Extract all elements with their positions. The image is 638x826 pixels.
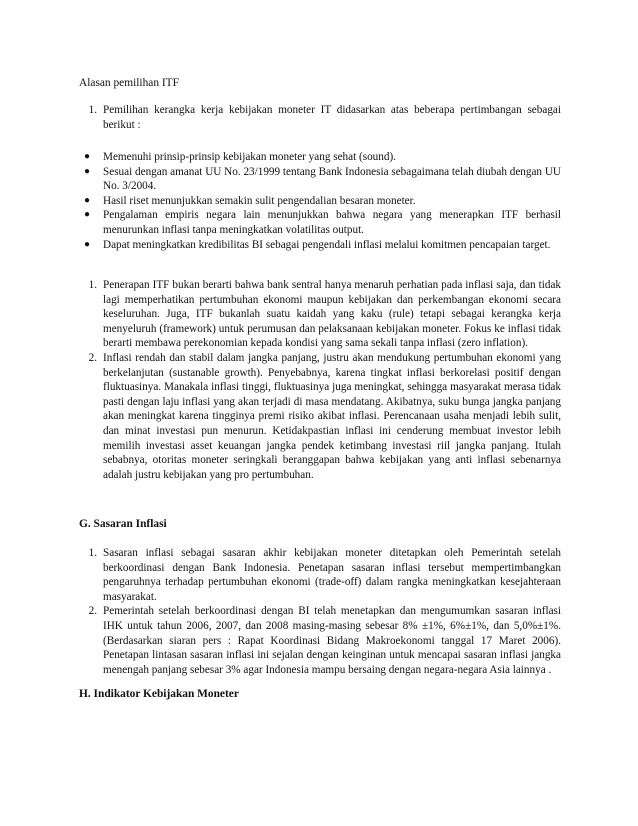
item-number: 1.	[88, 547, 97, 559]
item-number: 2.	[88, 351, 97, 364]
bullet-icon: ●	[83, 194, 91, 206]
list-item	[79, 103, 561, 132]
bullet-item	[79, 150, 561, 165]
bullet-text: Sesuai dengan amanat UU No. 23/1999 tentang Bank Indonesia sebagaimana telah diubah dengan UU No. 3/2004.	[103, 165, 561, 193]
item-number: 1.	[88, 104, 97, 116]
bullet-text: Hasil riset menunjukkan semakin sulit pengendalian besaran moneter.	[103, 194, 416, 207]
bullet-text: Pengalaman empiris negara lain menunjukkan bahwa negara yang menerapkan ITF berhasil menurunkan inflasi tanpa meningkatkan volatilitas output.	[103, 209, 561, 236]
list-item	[79, 351, 561, 482]
item-number: 1.	[88, 279, 97, 291]
item-text: Pemerintah setelah berkoordinasi dengan BI telah menetapkan dan mengumumkan sasaran inflasi IHK untuk tahun 2006, 2007, dan 2008 masing-masing sebesar 8% ±1%, 6%±1%, dan 5,0%±1%. (Berdasarkan siaran pers : Rapat Koordinasi Bidang Makroekonomi tanggal 17 Maret 2006). Penetapan lintasan sasaran inflasi ini sejalan dengan keinginan untuk mencapai sasaran inflasi jangka menengah panjang sebesar 3% agar Indonesia mampu bersaing dengan negara-negara Asia lainnya .	[103, 605, 561, 676]
section-title-alasan: Alasan pemilihan ITF	[79, 77, 179, 89]
item-text: Inflasi rendah dan stabil dalam jangka panjang, justru akan mendukung pertumbuhan ekonomi yang berkelanjutan (sustanable growth). Penyebabnya, karena tingkat inflasi berkorelasi positif dengan fluktuasinya. Manakala inflasi tinggi, fluktuasinya juga meningkat, sehingga masyarakat merasa tidak pasti dengan laju inflasi yang akan terjadi di masa mendatang. Akibatnya, suku bunga jangka panjang akan meningkat karena tingginya premi risiko akibat inflasi. Perencanaan usaha menjadi lebih sulit, dan minat investasi pun menurun. Ketidakpastian inflasi ini cenderung membuat investor lebih memilih investasi asset keuangan jangka pendek ketimbang investasi riil jangka panjang. Itulah sebabnya, otoritas moneter seringkali beranggapan bahwa kebijakan yang anti inflasi sebenarnya adalah justru kebijakan yang pro pertumbuhan.	[103, 351, 561, 481]
bullet-icon: ●	[83, 151, 91, 162]
list-item	[79, 546, 561, 604]
sasaran-list	[79, 546, 561, 677]
bullet-text: Dapat meningkatkan kredibilitas BI sebagai pengendali inflasi melalui komitmen pencapaian target.	[103, 238, 551, 251]
bullet-icon: ●	[83, 238, 91, 250]
alasan-bullet-list	[79, 150, 561, 252]
alasan-numbered-item	[79, 103, 561, 132]
item-number: 2.	[88, 605, 97, 618]
penerapan-list	[79, 278, 561, 482]
bullet-icon: ●	[83, 165, 91, 177]
list-item	[79, 604, 561, 677]
list-item	[79, 278, 561, 351]
bullet-item	[79, 208, 561, 237]
bullet-item	[79, 238, 561, 253]
bullet-item	[79, 194, 561, 209]
bullet-item	[79, 165, 561, 194]
bullet-icon: ●	[83, 209, 91, 221]
item-text: Sasaran inflasi sebagai sasaran akhir kebijakan moneter ditetapkan oleh Pemerintah setelah berkoordinasi dengan Bank Indonesia. Penetapan sasaran inflasi tersebut mempertimbangkan pengaruhnya terhadap pertumbuhan ekonomi (trade-off) dalam rangka meningkatkan kesejahteraan masyarakat.	[103, 547, 561, 603]
section-title-sasaran: G. Sasaran Inflasi	[79, 518, 167, 530]
item-text: Penerapan ITF bukan berarti bahwa bank sentral hanya menaruh perhatian pada inflasi saja, dan tidak lagi memperhatikan pertumbuhan ekonomi maupun kebijakan dan perkembangan ekonomi secara keseluruhan. Juga, ITF bukanlah suatu kaidah yang kaku (rule) tetapi sebagai kerangka kerja menyeluruh (framework) untuk perumusan dan pelaksanaan kebijakan moneter. Fokus ke inflasi tidak berarti membawa perekonomian kepada kondisi yang sama sekali tanpa inflasi (zero inflation).	[103, 279, 561, 350]
section-title-indikator: H. Indikator Kebijakan Moneter	[79, 688, 239, 700]
item-text: Pemilihan kerangka kerja kebijakan moneter IT didasarkan atas beberapa pertimbangan sebagai berikut :	[103, 104, 561, 131]
bullet-text: Memenuhi prinsip-prinsip kebijakan moneter yang sehat (sound).	[103, 151, 396, 163]
